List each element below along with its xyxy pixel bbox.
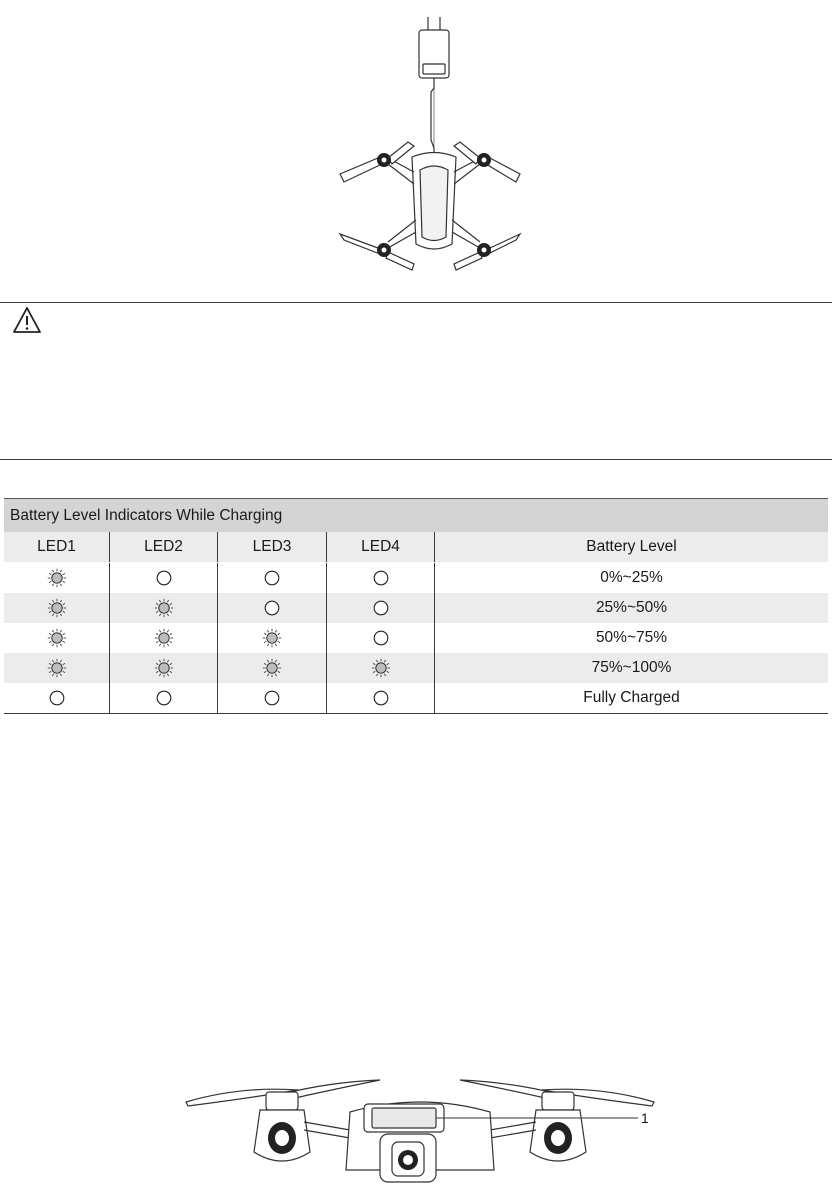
header-led1: LED1: [4, 532, 110, 563]
led-cell: [218, 683, 327, 714]
callout-label: 1: [641, 1110, 649, 1126]
led-cell: [110, 593, 218, 623]
led-cell: [327, 563, 435, 594]
led-blinking-icon: [154, 658, 174, 678]
battery-level-cell: Fully Charged: [435, 683, 829, 714]
battery-level-cell: 25%~50%: [435, 593, 829, 623]
led-cell: [4, 563, 110, 594]
table-title-row: [4, 499, 828, 533]
led-off-icon: [262, 598, 282, 618]
led-blinking-icon: [47, 598, 67, 618]
charging-illustration: [330, 12, 530, 274]
led-cell: [110, 563, 218, 594]
led-cell: [327, 653, 435, 683]
table-header-row: [4, 532, 828, 563]
led-blinking-icon: [262, 628, 282, 648]
led-blinking-icon: [47, 568, 67, 588]
led-blinking-icon: [47, 628, 67, 648]
led-blinking-icon: [154, 598, 174, 618]
header-battery-level: Battery Level: [435, 532, 829, 563]
header-led2: LED2: [110, 532, 218, 563]
led-cell: [218, 593, 327, 623]
led-cell: [218, 653, 327, 683]
led-off-icon: [154, 568, 174, 588]
battery-level-cell: 75%~100%: [435, 653, 829, 683]
warning-icon: [12, 306, 42, 334]
led-cell: [110, 623, 218, 653]
led-off-icon: [371, 628, 391, 648]
table-row: [4, 563, 828, 594]
divider-bottom: [0, 459, 832, 460]
led-cell: [110, 653, 218, 683]
led-off-icon: [371, 568, 391, 588]
led-off-icon: [371, 598, 391, 618]
led-cell: [327, 593, 435, 623]
led-cell: [327, 623, 435, 653]
led-off-icon: [262, 568, 282, 588]
led-cell: [327, 683, 435, 714]
divider-top: [0, 302, 832, 303]
led-cell: [110, 683, 218, 714]
table-row: [4, 683, 828, 714]
led-off-icon: [154, 688, 174, 708]
led-blinking-icon: [154, 628, 174, 648]
table-row: [4, 593, 828, 623]
led-off-icon: [262, 688, 282, 708]
battery-level-table: [4, 498, 828, 714]
led-cell: [4, 683, 110, 714]
led-cell: [218, 563, 327, 594]
led-cell: [218, 623, 327, 653]
table-row: [4, 653, 828, 683]
battery-level-cell: 50%~75%: [595, 629, 668, 646]
led-blinking-icon: [371, 658, 391, 678]
led-blinking-icon: [262, 658, 282, 678]
table-title: Battery Level Indicators While Charging: [4, 499, 828, 533]
header-led4: LED4: [327, 532, 435, 563]
table-row: [4, 623, 828, 653]
led-blinking-icon: [47, 658, 67, 678]
aircraft-front-illustration: [180, 1072, 660, 1191]
led-cell: [4, 593, 110, 623]
led-off-icon: [371, 688, 391, 708]
led-cell: [4, 653, 110, 683]
led-cell: [4, 623, 110, 653]
battery-level-cell: 0%~25%: [600, 569, 663, 586]
led-off-icon: [47, 688, 67, 708]
header-led3: LED3: [218, 532, 327, 563]
